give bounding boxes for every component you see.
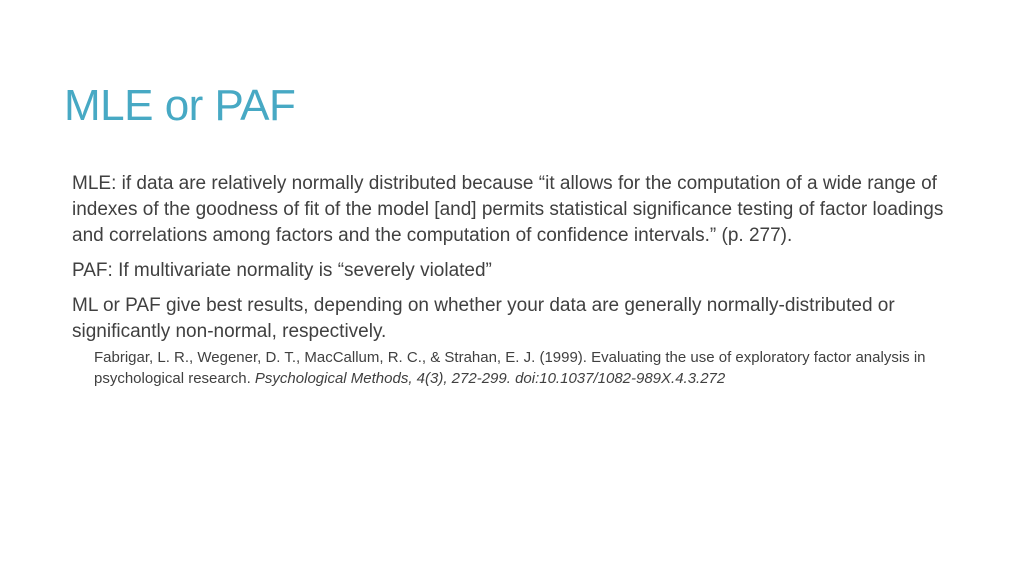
slide-title: MLE or PAF: [64, 81, 296, 130]
slide-body: [72, 171, 972, 389]
reference-citation: [94, 347, 944, 389]
reference-plain-text: Fabrigar, L. R., Wegener, D. T., MacCallum, R. C., & Strahan, E. J. (1999). Evaluating the use of exploratory factor analysis in psychological research.: [94, 349, 926, 387]
paragraph-ml-or-paf: ML or PAF give best results, depending on whether your data are generally normally-distributed or significantly non-normal, respectively.: [72, 295, 895, 342]
paragraph-mle: MLE: if data are relatively normally distributed because “it allows for the computation of a wide range of indexes of the goodness of fit of the model [and] permits statistical significance testing of factor loadings and correlations among factors and the computation of confidence intervals.” (p. 277).: [72, 173, 944, 246]
reference-journal-text: Psychological Methods, 4(3), 272-299. doi:10.1037/1082-989X.4.3.272: [254, 370, 726, 387]
paragraph-paf: PAF: If multivariate normality is “severely violated”: [72, 260, 492, 281]
